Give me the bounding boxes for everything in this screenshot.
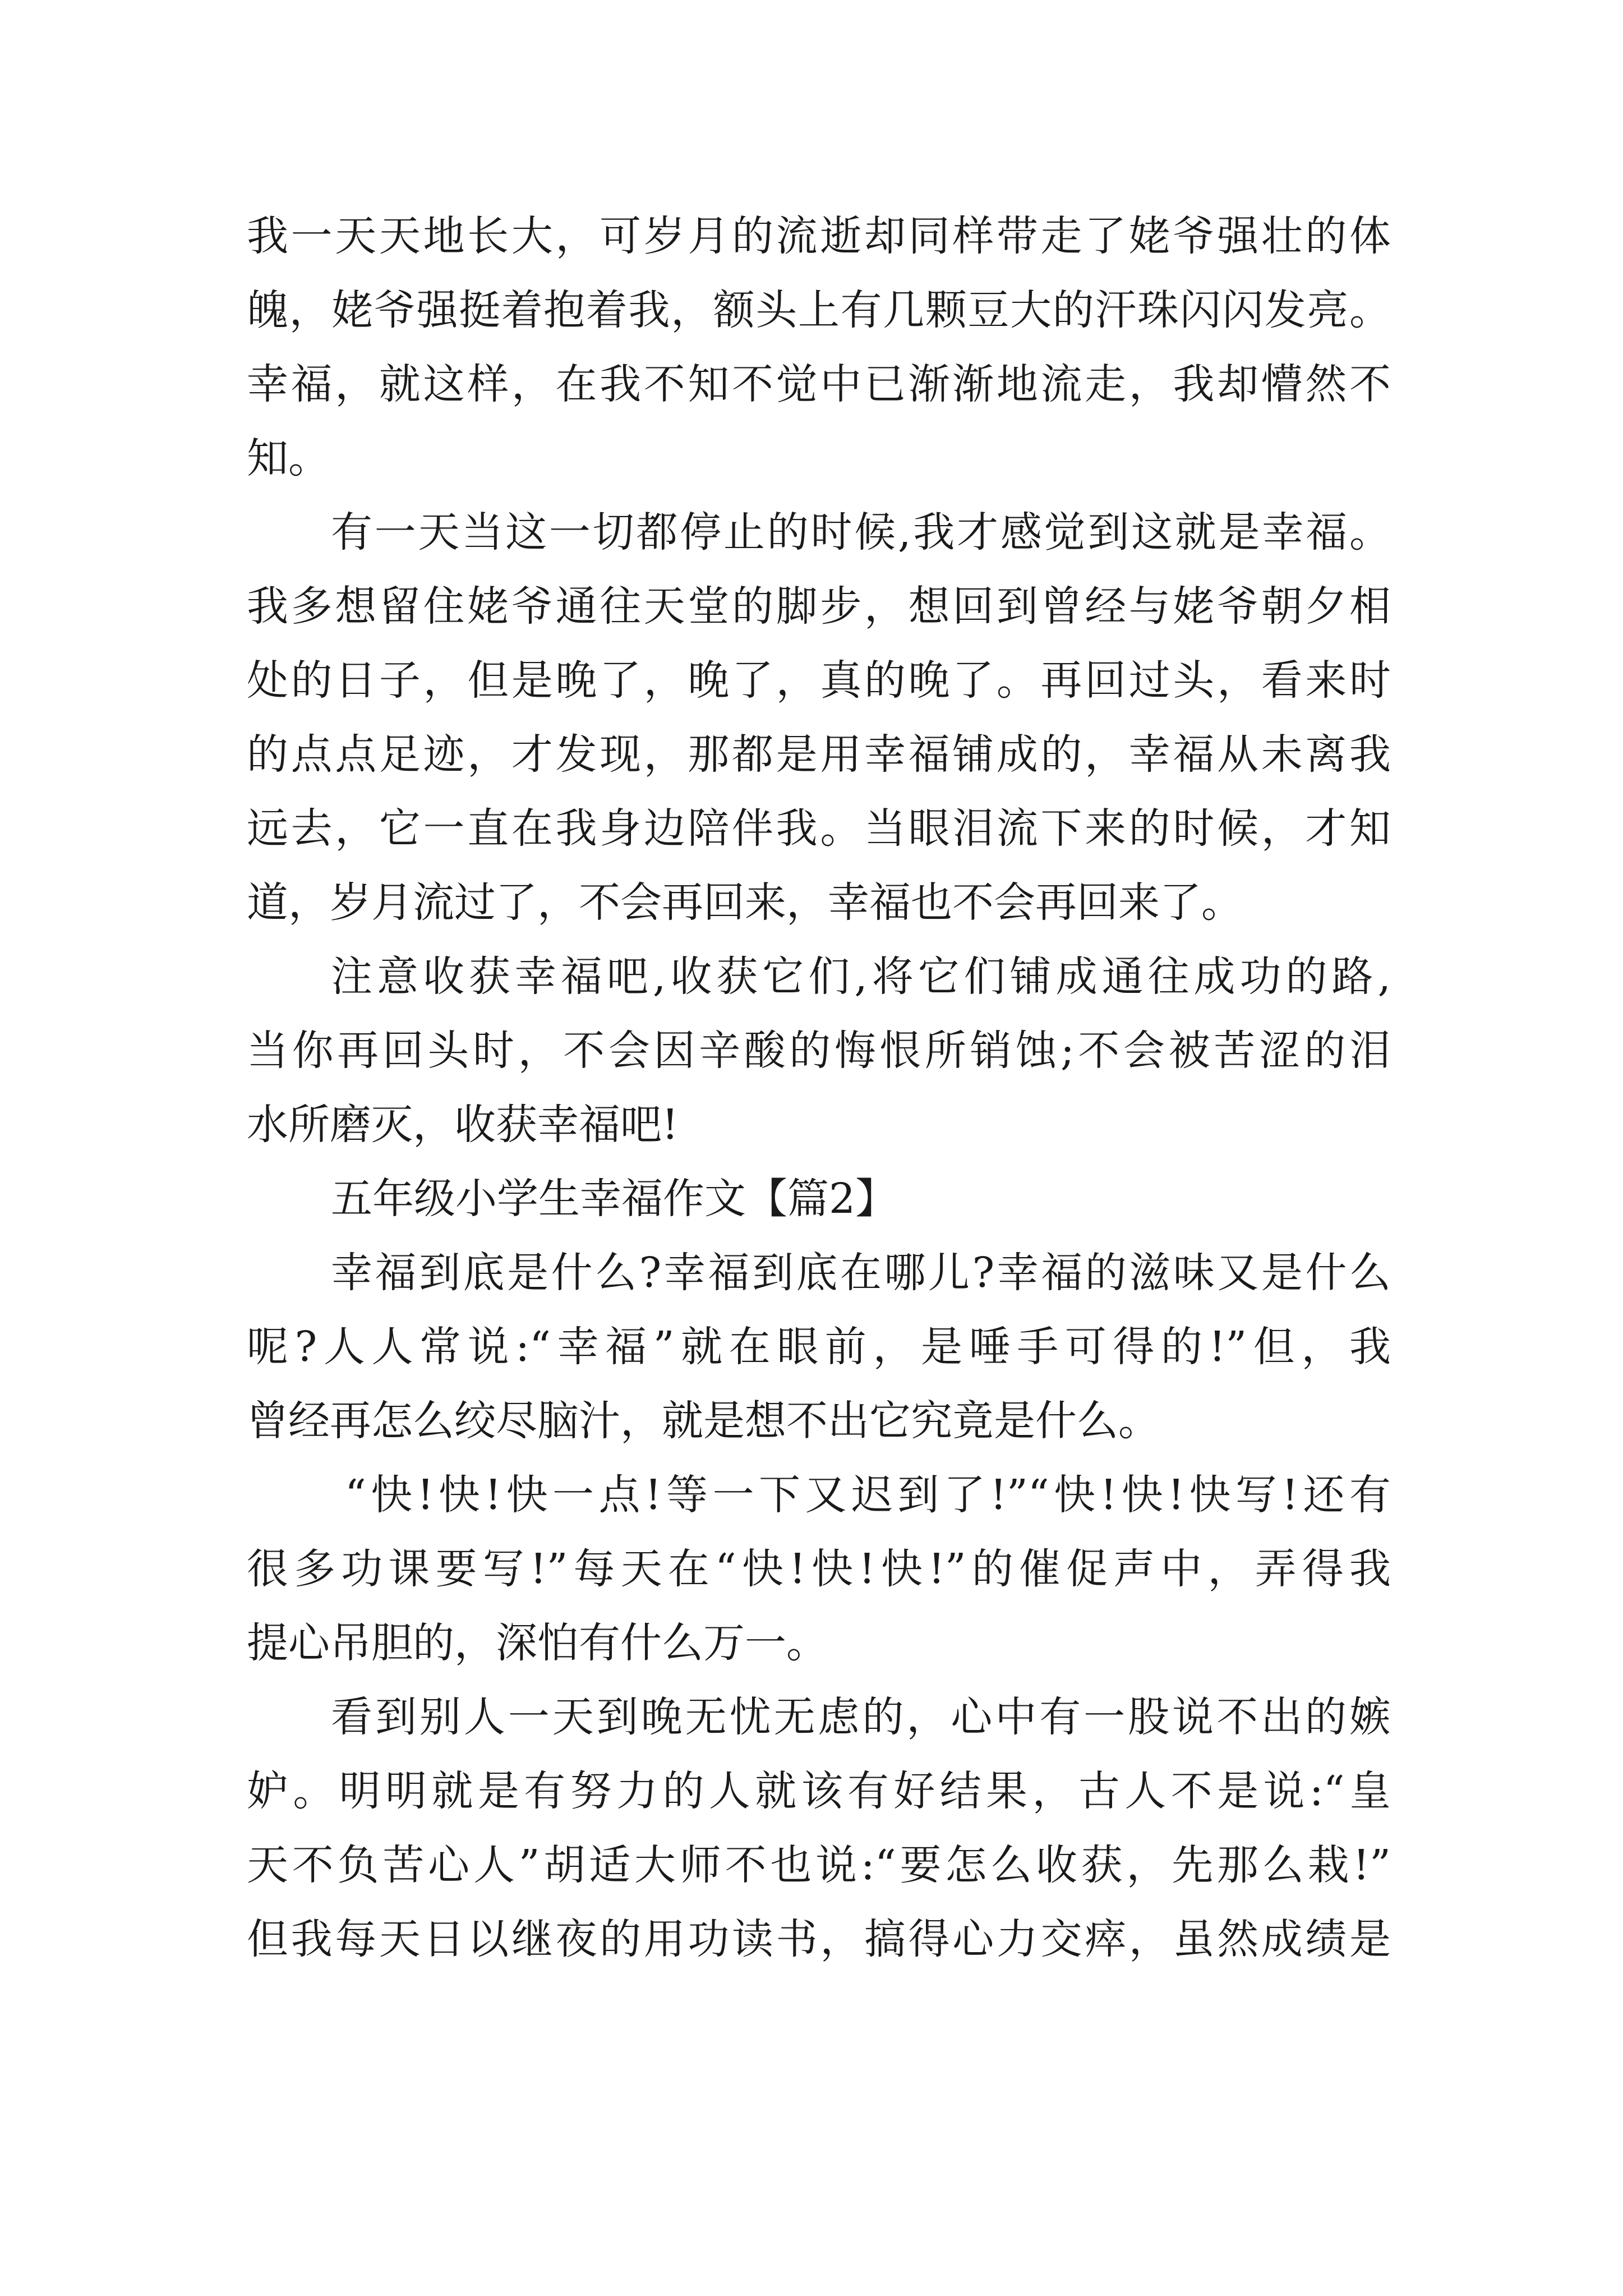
text-line: 有一天当这一切都停止的时候,我才感觉到这就是幸福。 <box>331 508 1391 556</box>
text-line: 水所磨灭，收获幸福吧! <box>247 1101 679 1149</box>
text-line: 注意收获幸福吧,收获它们,将它们铺成通往成功的路, <box>331 953 1391 1001</box>
text-line: 当你再回头时，不会因辛酸的悔恨所销蚀;不会被苦涩的泪 <box>247 1027 1391 1075</box>
section-heading: 五年级小学生幸福作文【篇2】 <box>331 1175 897 1223</box>
text-line: 但我每天日以继夜的用功读书，搞得心力交瘁，虽然成绩是 <box>247 1915 1391 1963</box>
text-line: 魄，姥爷强挺着抱着我，额头上有几颗豆大的汗珠闪闪发亮。 <box>247 286 1391 334</box>
text-line: 的点点足迹，才发现，那都是用幸福铺成的，幸福从未离我 <box>247 730 1391 779</box>
text-line: 道，岁月流过了，不会再回来，幸福也不会再回来了。 <box>247 878 1243 927</box>
text-line: 曾经再怎么绞尽脑汁，就是想不出它究竟是什么。 <box>247 1397 1160 1445</box>
text-line: 很多功课要写!”每天在“快!快!快!”的催促声中，弄得我 <box>247 1545 1391 1593</box>
document-body <box>247 199 1391 1976</box>
text-line: 处的日子，但是晚了，晚了，真的晚了。再回过头，看来时 <box>247 656 1391 705</box>
text-line: 我多想留住姥爷通往天堂的脚步，想回到曾经与姥爷朝夕相 <box>247 582 1391 631</box>
text-line: 幸福到底是什么?幸福到底在哪儿?幸福的滋味又是什么 <box>331 1249 1391 1297</box>
text-line: 天不负苦心人”胡适大师不也说:“要怎么收获，先那么栽!” <box>247 1841 1391 1889</box>
text-line: 幸福，就这样，在我不知不觉中已渐渐地流走，我却懵然不 <box>247 360 1391 408</box>
text-line: 看到别人一天到晚无忧无虑的，心中有一股说不出的嫉 <box>331 1693 1391 1741</box>
text-line: 妒。明明就是有努力的人就该有好结果，古人不是说:“皇 <box>247 1767 1391 1815</box>
text-line: 知。 <box>247 434 330 482</box>
text-line: “快!快!快一点!等一下又迟到了!”“快!快!快写!还有 <box>345 1471 1391 1519</box>
text-line: 呢?人人常说:“幸福”就在眼前，是唾手可得的!”但，我 <box>247 1323 1391 1371</box>
text-line: 远去，它一直在我身边陪伴我。当眼泪流下来的时候，才知 <box>247 804 1391 853</box>
text-line: 我一天天地长大，可岁月的流逝却同样带走了姥爷强壮的体 <box>247 212 1391 260</box>
text-line: 提心吊胆的，深怕有什么万一。 <box>247 1619 828 1667</box>
